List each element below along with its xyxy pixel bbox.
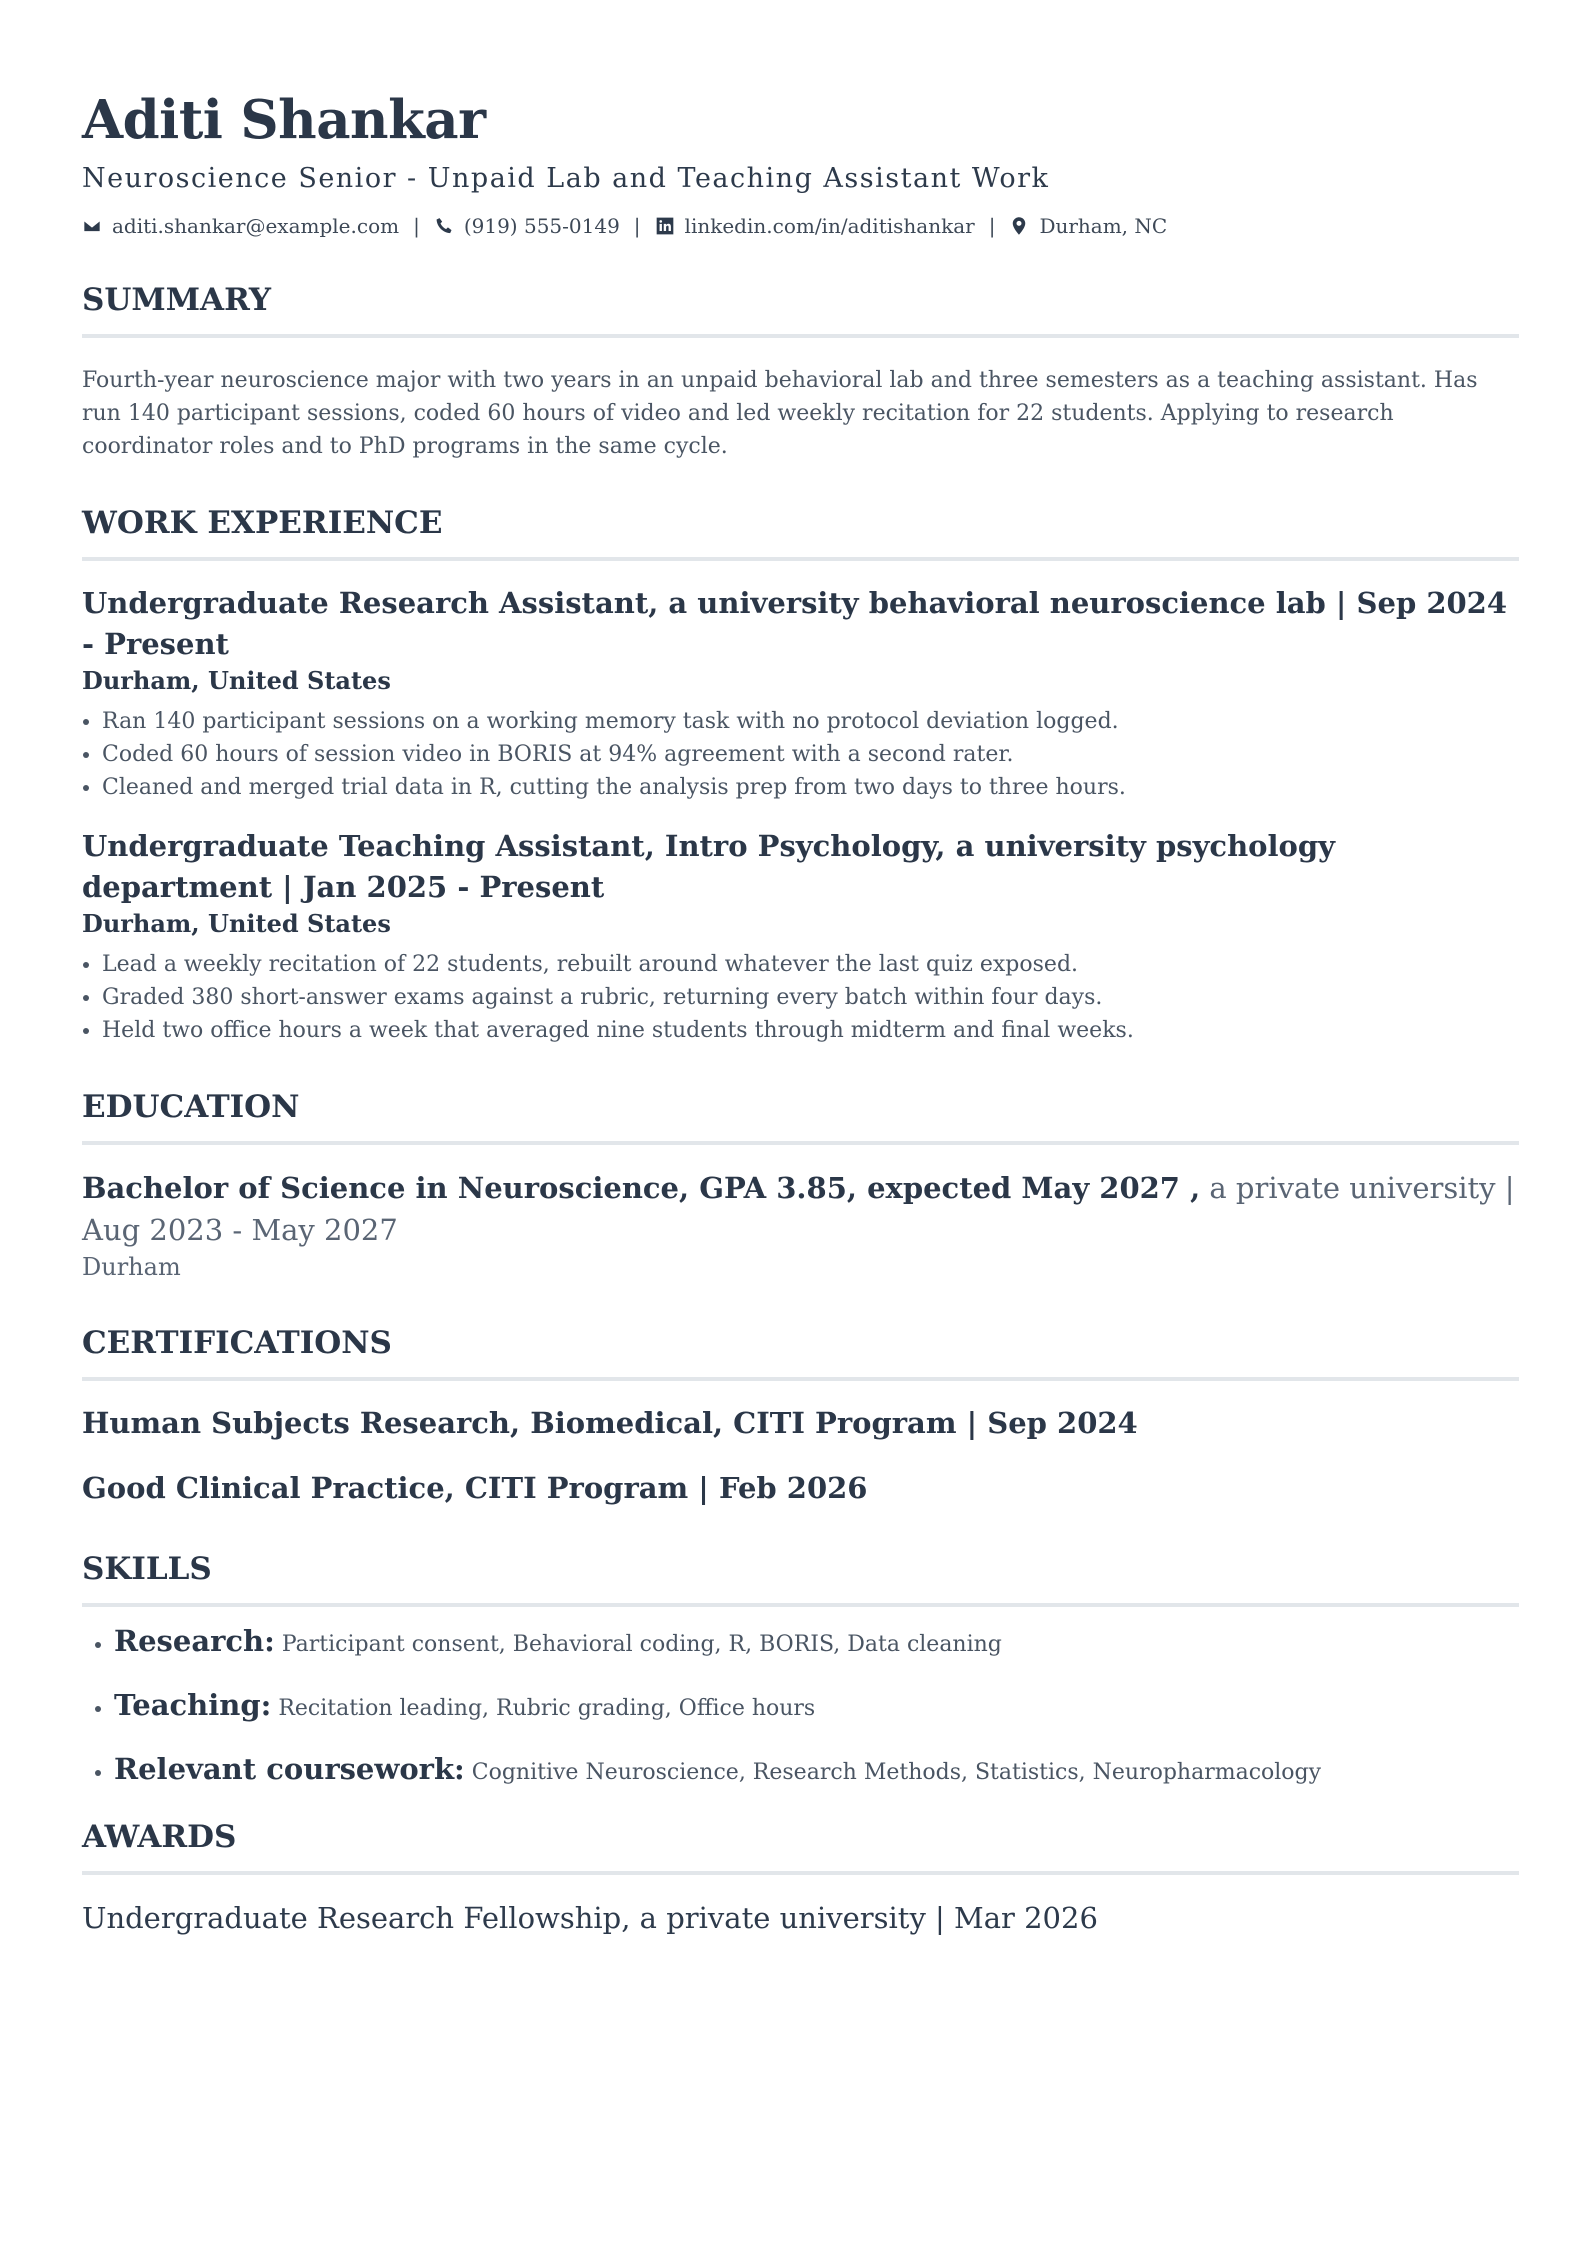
- contact-line: [82, 212, 1519, 240]
- job-location: Durham, United States: [82, 909, 391, 938]
- envelope-icon: [82, 216, 102, 236]
- skill-values: Participant consent, Behavioral coding, R, BORIS, Data cleaning: [274, 1632, 1002, 1657]
- skill-category: Relevant coursework:: [114, 1752, 465, 1786]
- contact-email[interactable]: [82, 212, 399, 240]
- contact-separator: |: [988, 214, 996, 238]
- section-heading: WORK EXPERIENCE: [82, 503, 1519, 561]
- section-heading: EDUCATION: [82, 1087, 1519, 1145]
- section-heading: AWARDS: [82, 1817, 1519, 1875]
- skill-item: [114, 1685, 1519, 1729]
- phone-icon: [434, 216, 454, 236]
- contact-separator: |: [633, 214, 641, 238]
- skills-list: [82, 1621, 1519, 1793]
- education-location: Durham: [82, 1253, 181, 1281]
- summary-section: [82, 280, 1519, 463]
- job-entry: [82, 583, 1519, 804]
- job-bullet: • Graded 380 short-answer exams against a rubric, returning every batch within four days.: [102, 981, 1519, 1014]
- job-bullet: • Coded 60 hours of session video in BORIS at 94% agreement with a second rater.: [102, 738, 1519, 771]
- job-bullet: • Held two office hours a week that averaged nine students through midterm and final weeks.: [102, 1014, 1519, 1047]
- skill-item: [114, 1749, 1519, 1793]
- certification-item: Good Clinical Practice, CITI Program | Feb 2026: [82, 1471, 868, 1505]
- job-bullet: • Ran 140 participant sessions on a working memory task with no protocol deviation logged.: [102, 705, 1519, 738]
- contact-phone[interactable]: [434, 212, 620, 240]
- job-entry: [82, 826, 1519, 1047]
- skill-category: Research:: [114, 1624, 275, 1658]
- education-line: [82, 1167, 1519, 1251]
- job-location: Durham, United States: [82, 666, 391, 695]
- job-bullet: • Cleaned and merged trial data in R, cutting the analysis prep from two days to three hours.: [102, 771, 1519, 804]
- education-section: [82, 1087, 1519, 1283]
- contact-location: [1009, 212, 1167, 240]
- experience-section: [82, 503, 1519, 1047]
- certification-item: Human Subjects Research, Biomedical, CITI Program | Sep 2024: [82, 1406, 1138, 1440]
- email-text: aditi.shankar@example.com: [112, 214, 400, 238]
- phone-text: (919) 555-0149: [463, 214, 620, 238]
- job-title: Undergraduate Teaching Assistant, Intro Psychology, a university psychology department | Jan 2025 - Present: [82, 829, 1335, 904]
- candidate-headline: Neuroscience Senior - Unpaid Lab and Teaching Assistant Work: [82, 163, 1050, 194]
- job-title: Undergraduate Research Assistant, a university behavioral neuroscience lab | Sep 2024 - Present: [82, 586, 1508, 661]
- candidate-name: Aditi Shankar: [82, 89, 486, 151]
- section-heading: SUMMARY: [82, 280, 1519, 338]
- skill-category: Teaching:: [114, 1688, 272, 1722]
- job-bullet: • Lead a weekly recitation of 22 students, rebuilt around whatever the last quiz exposed.: [102, 948, 1519, 981]
- job-bullets: [82, 705, 1519, 804]
- certifications-section: [82, 1323, 1519, 1509]
- linkedin-text: linkedin.com/in/aditishankar: [684, 214, 975, 238]
- skill-values: Recitation leading, Rubric grading, Office hours: [271, 1696, 816, 1721]
- award-item: Undergraduate Research Fellowship, a private university | Mar 2026: [82, 1901, 1098, 1935]
- job-bullets: [82, 948, 1519, 1047]
- education-entry: [82, 1167, 1519, 1283]
- contact-separator: |: [413, 214, 420, 238]
- skill-values: Cognitive Neuroscience, Research Methods, Statistics, Neuropharmacology: [464, 1760, 1322, 1785]
- degree-title: Bachelor of Science in Neuroscience, GPA 3.85, expected May 2027 ,: [82, 1171, 1201, 1205]
- linkedin-icon: [655, 216, 675, 236]
- section-heading: SKILLS: [82, 1549, 1519, 1607]
- section-heading: CERTIFICATIONS: [82, 1323, 1519, 1381]
- location-text: Durham, NC: [1039, 214, 1168, 238]
- skill-item: [114, 1621, 1519, 1665]
- school-and-dates: a private university | Aug 2023 - May 2027: [82, 1171, 1515, 1247]
- skills-section: [82, 1549, 1519, 1793]
- awards-section: [82, 1817, 1519, 1939]
- map-pin-icon: [1009, 216, 1029, 236]
- summary-paragraph: Fourth-year neuroscience major with two years in an unpaid behavioral lab and three semesters as a teaching assistant. Has run 140 participant sessions, coded 60 hours of video and led weekly recitation for 22 students. Applying to research coordinator roles and to PhD programs in the same cycle.: [82, 368, 1478, 459]
- contact-linkedin[interactable]: [655, 212, 975, 240]
- resume-header: [82, 88, 1519, 240]
